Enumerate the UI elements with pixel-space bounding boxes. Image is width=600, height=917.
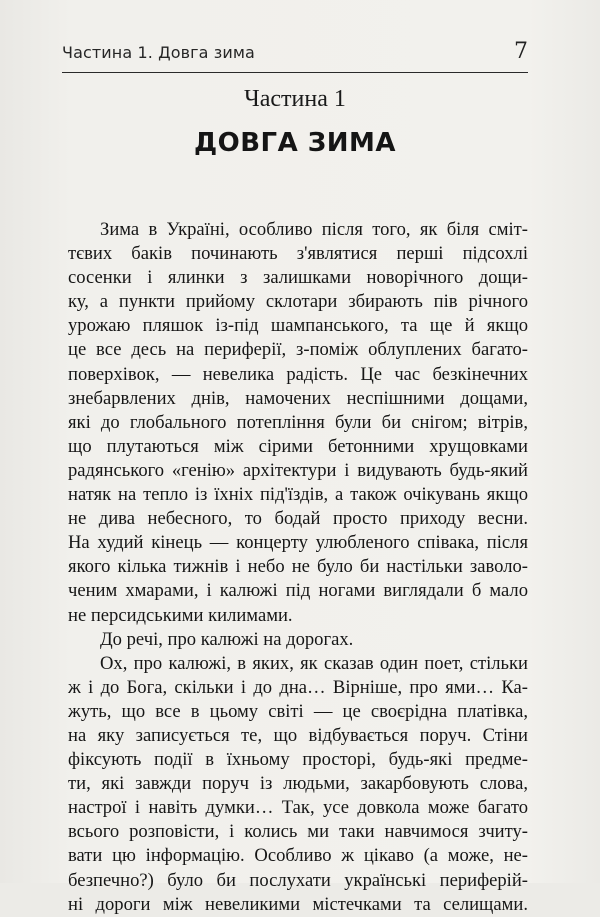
chapter-title: ДОВГА ЗИМА	[193, 128, 397, 158]
text-line: всього розповісти, і колись ми таки навчимося зчиту-	[68, 821, 528, 843]
part-label: Частина 1	[244, 86, 346, 112]
text-line: натяк на тепло із їхніх під'їздів, а також очікувань якщо	[68, 484, 528, 506]
text-line: ж і до Бога, скільки і до дна… Вірніше, про ями… Ка-	[68, 676, 528, 698]
text-line: поверхівок, — невелика радість. Це час безкінечних	[68, 363, 528, 385]
text-line: урожаю пляшок із-під шампанського, та ще й якщо	[68, 315, 528, 337]
running-head: Частина 1. Довга зима	[62, 43, 255, 62]
text-line: знебарвлених днів, намочених неспішними дощами,	[68, 387, 528, 409]
text-line: радянського «генію» архітектури і видувають будь-який	[68, 459, 528, 481]
text-line: які до глобального потепління були би снігом; вітрів,	[68, 411, 528, 433]
text-line: ти, які завжди поруч із людьми, закарбовують слова,	[68, 773, 528, 795]
text-line: сосенки і ялинки з залишками новорічного дощи-	[68, 267, 528, 289]
text-line: На худий кінець — концерту улюбленого співака, після	[68, 532, 528, 554]
text-line: безпечно?) було би послухати українські периферій-	[68, 869, 528, 891]
text-line: Ох, про калюжі, в яких, як сказав один поет, стільки	[100, 652, 528, 674]
text-line: якого кілька тижнів і небо не було би настільки заволо-	[68, 556, 528, 578]
text-line: ку, а пункти прийому склотари збирають пів річного	[68, 291, 528, 313]
text-line: не дива небесного, то бодай просто приходу весни.	[68, 508, 528, 530]
text-line: ченим хмарами, і калюжі під ногами виглядали б мало	[68, 580, 528, 602]
text-line: що плутаються між сірими бетонними хрущовками	[68, 435, 528, 457]
text-line: Зима в Україні, особливо після того, як біля сміт-	[100, 219, 528, 240]
text-line: настрої і навіть думки… Так, усе довкола може багато	[68, 797, 528, 819]
text-line: не персидськими килимами.	[68, 604, 293, 626]
text-line: це все десь на периферії, з-поміж облуплених багато-	[68, 339, 528, 361]
body-text	[68, 218, 528, 917]
text-line: фіксують події в їхньому просторі, будь-які предме-	[68, 749, 528, 771]
text-line: До речі, про калюжі на дорогах.	[100, 628, 354, 650]
text-line: ні дороги між невеликими містечками та селищами.	[68, 893, 528, 915]
text-line: тєвих баків починають з'являтися перші підсохлі	[68, 243, 528, 265]
text-line: вати цю інформацію. Особливо ж цікаво (а може, не-	[68, 845, 528, 867]
text-line: жуть, що все в цьому світі — це своєрідна платівка,	[68, 700, 528, 722]
page-number: 7	[514, 39, 528, 64]
text-line: на яку записується те, що відбувається поруч. Стіни	[68, 724, 528, 746]
page-header	[62, 40, 528, 73]
